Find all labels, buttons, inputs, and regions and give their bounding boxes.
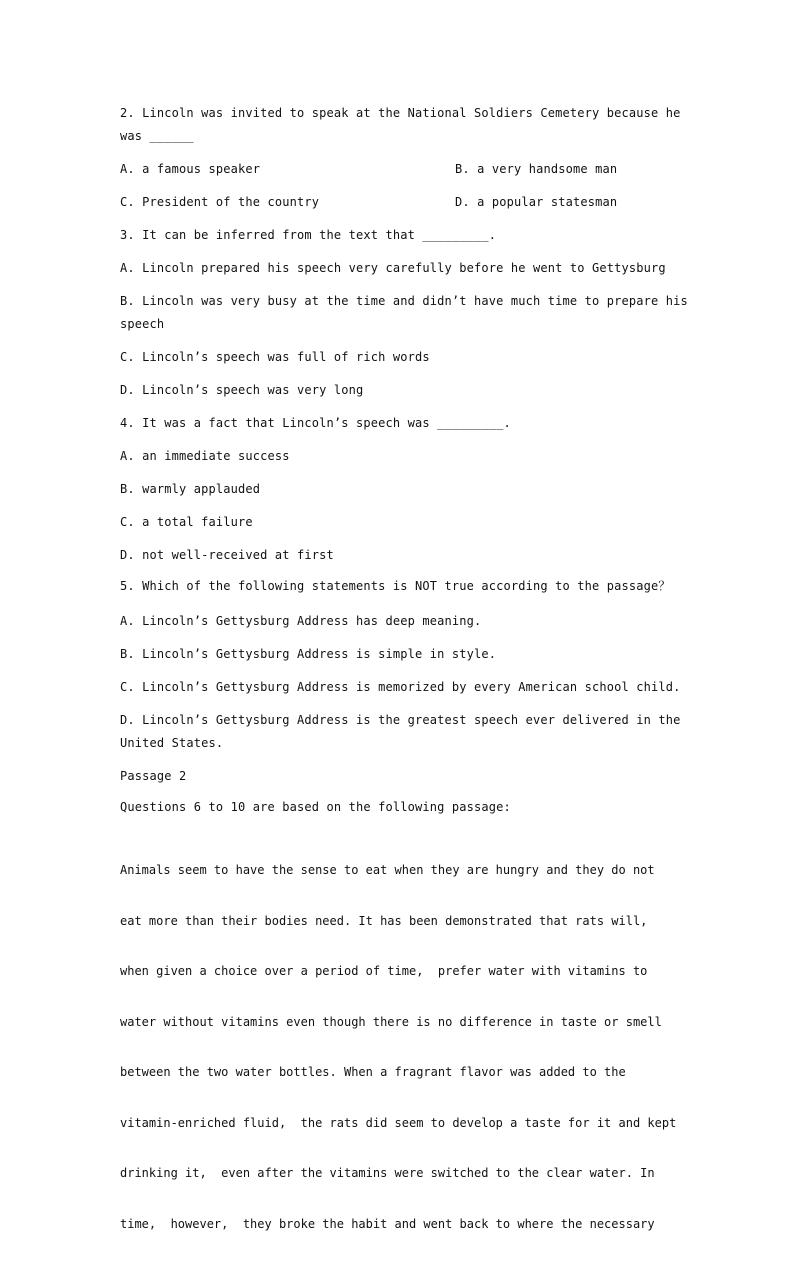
question-4-option-a: A. an immediate success	[120, 449, 290, 463]
question-5-stem: 5. Which of the following statements is NOT true according to the passage？	[120, 579, 671, 593]
question-3-option-d: D. Lincoln’s speech was very long	[120, 383, 364, 397]
passage-2-intro: Questions 6 to 10 are based on the following passage:	[120, 800, 511, 814]
question-3-option-c: C. Lincoln’s speech was full of rich words	[120, 350, 430, 364]
question-2-option-a: A. a famous speaker	[120, 162, 261, 176]
passage-2-line: when given a choice over a period of time, prefer water with vitamins to	[120, 964, 648, 978]
passage-2-line: time, however, they broke the habit and went back to where the necessary	[120, 1216, 655, 1231]
question-3-stem: 3. It can be inferred from the text that _________.	[120, 228, 497, 242]
question-2-option-b: B. a very handsome man	[455, 162, 618, 176]
passage-2-body	[120, 834, 680, 1266]
question-2-stem-line-1: 2. Lincoln was invited to speak at the National Soldiers Cemetery because he	[120, 106, 681, 120]
passage-2-title: Passage 2	[120, 769, 187, 783]
passage-2-line: eat more than their bodies need. It has been demonstrated that rats will,	[120, 913, 648, 928]
question-4-option-c: C. a total failure	[120, 515, 253, 529]
passage-2-line: vitamin-enriched fluid, the rats did seem to develop a taste for it and kept	[120, 1115, 677, 1130]
question-2-stem-line-2: was ______	[120, 129, 194, 143]
question-5-option-a: A. Lincoln’s Gettysburg Address has deep meaning.	[120, 614, 482, 628]
question-3-option-a: A. Lincoln prepared his speech very carefully before he went to Gettysburg	[120, 261, 666, 275]
passage-2-line: water without vitamins even though there is no difference in taste or smell	[120, 1014, 662, 1029]
passage-2-line: drinking it, even after the vitamins were switched to the clear water. In	[120, 1166, 655, 1180]
question-3-option-b-line-2: speech	[120, 317, 165, 331]
question-3-option-b-line-1: B. Lincoln was very busy at the time and didn’t have much time to prepare his	[120, 294, 688, 308]
question-5-option-c: C. Lincoln’s Gettysburg Address is memorized by every American school child.	[120, 680, 681, 694]
question-4-option-b: B. warmly applauded	[120, 482, 261, 496]
passage-2-line: between the two water bottles. When a fragrant flavor was added to the	[120, 1065, 626, 1079]
passage-2-line: Animals seem to have the sense to eat when they are hungry and they do not	[120, 863, 655, 877]
question-5-option-d-line-1: D. Lincoln’s Gettysburg Address is the greatest speech ever delivered in the	[120, 713, 681, 727]
question-5-option-b: B. Lincoln’s Gettysburg Address is simple in style.	[120, 647, 497, 661]
question-2-option-c: C. President of the country	[120, 195, 320, 209]
question-2-option-d: D. a popular statesman	[455, 195, 618, 209]
question-4-option-d: D. not well-received at first	[120, 548, 334, 562]
question-5-option-d-line-2: United States.	[120, 736, 224, 750]
question-4-stem: 4. It was a fact that Lincoln’s speech was _________.	[120, 416, 511, 430]
